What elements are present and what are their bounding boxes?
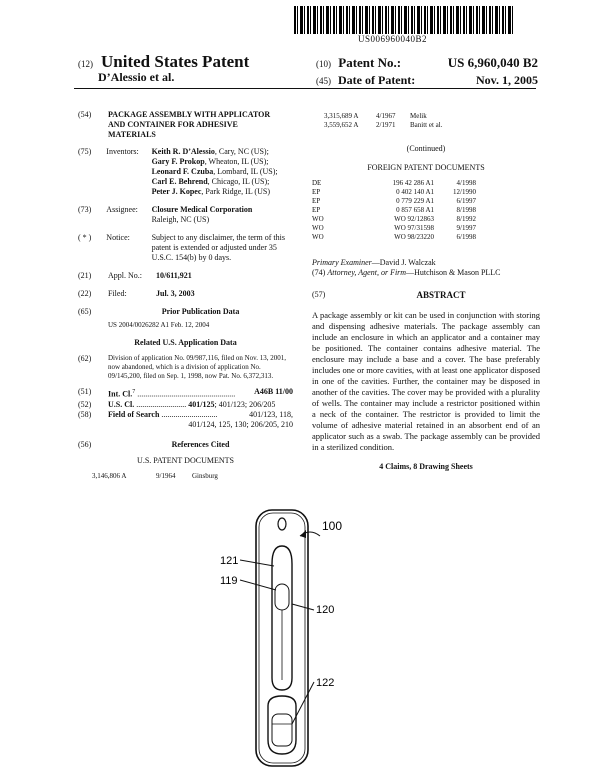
field-of-search: [108, 410, 293, 430]
field-54: [78, 110, 293, 140]
inventor-name: Peter J. Kopec: [151, 187, 202, 196]
doc-number: 196 42 286 A1: [392, 179, 434, 187]
doc-date: 12/1990: [453, 188, 476, 196]
country-code: EP: [312, 197, 321, 205]
notice-label: Notice:: [106, 233, 130, 242]
notice: [78, 233, 293, 263]
table-row: [324, 112, 446, 121]
field-of-search-dots: ............................: [159, 409, 218, 419]
us-docs-heading: U.S. PATENT DOCUMENTS: [137, 455, 234, 465]
field-21: [78, 271, 293, 281]
field-73: [78, 205, 293, 225]
inid-code-12: (12): [78, 59, 93, 69]
table-row: [312, 224, 476, 233]
table-row: [324, 121, 446, 130]
table-row: [312, 206, 476, 215]
doc-number: 3,559,652 A: [324, 121, 359, 129]
ref-label-122: 122: [316, 677, 335, 689]
abstract-text: A package assembly or kit can be used in conjunction with storing and dispensing adhesive materials. The package assembly can include an enclosure in which an applicator and a container may be positioned. The container contains adhesive material. The enclosure may include a base and a cover. The base preferably includes one or more cavities, with at least one applicator disposed in one of the cavities. Further, the container may be disposed in another of the cavities. The cover may be provided with a plurality of wells. The container may include a restrictor positioned within a neck of the container. The restrictor is provided to limit the volume of adhesive material retained in an absorbent end of an applicator such as a swab. The package assembly can be provided in a sterilized condition.: [312, 310, 540, 452]
inventor-location: , Cary, NC (US);: [214, 147, 269, 156]
inventor-location: , Chicago, IL (US);: [207, 177, 270, 186]
doc-number: 3,146,806 A: [92, 471, 127, 480]
doc-number: WO 97/31598: [394, 224, 434, 232]
inid-code: (21): [78, 271, 92, 280]
patent-date-line: [316, 73, 538, 88]
country-code: EP: [312, 206, 321, 214]
inventor-name: Keith R. D’Alessio: [151, 147, 215, 156]
ref-label-120: 120: [316, 604, 335, 616]
notice-text: Subject to any disclaimer, the term of this patent is extended or adjusted under 35 U.S.C. 154(b) by 0 days.: [151, 233, 285, 262]
us-cl-dots: .........................: [134, 399, 187, 409]
field-of-search-value2: 401/124, 125, 130; 206/205, 210: [188, 419, 293, 429]
patent-date-label: Date of Patent:: [338, 73, 416, 87]
patent-number-label: Patent No.:: [338, 55, 402, 70]
inid-code: (75): [78, 147, 92, 156]
doc-date: 4/1998: [456, 179, 476, 187]
int-cl-label: Int. Cl.: [108, 389, 133, 399]
inventor-entry: [152, 187, 293, 197]
table-row: [312, 197, 476, 206]
field-of-search-value1: 401/123, 118,: [249, 409, 293, 419]
continued-note: (Continued): [406, 144, 446, 153]
examiner-name: —David J. Walczak: [371, 258, 436, 267]
ref-label-119: 119: [220, 575, 238, 587]
doc-name: Banitt et al.: [410, 121, 443, 129]
field-of-search-line1: [108, 410, 293, 420]
doc-number: 0 857 658 A1: [396, 206, 434, 214]
primary-examiner: [312, 258, 540, 268]
inventors-label: Inventors:: [106, 147, 139, 156]
int-cl-line: [108, 387, 293, 400]
country-code: WO: [312, 224, 324, 232]
ref-label-121: 121: [220, 555, 239, 567]
table-row: [312, 188, 476, 197]
inventor-entry: [152, 147, 293, 157]
inid-code-57: (57): [312, 290, 326, 299]
field-75: [78, 147, 293, 197]
ref-label-100: 100: [322, 519, 343, 533]
field-of-search-label: Field of Search: [108, 409, 160, 419]
us-docs-table: [92, 472, 222, 481]
barcode-number: US006960040B2: [358, 34, 428, 44]
us-cl-value: 401/125: [188, 399, 215, 409]
inventor-entry: [152, 157, 293, 167]
us-cl-rest: ; 401/123; 206/205: [214, 399, 276, 409]
left-column: [78, 110, 293, 481]
inid-code-10: (10): [316, 59, 331, 69]
leader-121: [240, 560, 274, 566]
header-rule: [74, 88, 536, 89]
country-code: DE: [312, 179, 322, 187]
prior-publication-heading: Prior Publication Data: [161, 307, 240, 316]
field-65: [78, 307, 293, 317]
inid-code: (52): [78, 399, 92, 409]
doc-date: 6/1997: [456, 197, 476, 205]
doc-date: 8/1992: [456, 215, 476, 223]
division-text: Division of application No. 09/987,116, filed on Nov. 13, 2001, now abandoned, which is a division of application No. 09/145,200, filed on Sep. 1, 1998, now Pat. No. 6,372,313.: [108, 354, 286, 380]
inid-code: (73): [78, 205, 92, 214]
doc-date: 9/1964: [156, 471, 176, 480]
doc-date: 2/1971: [376, 121, 396, 129]
field-62: [78, 354, 293, 381]
inid-code: (54): [78, 110, 92, 119]
foreign-docs-heading: FOREIGN PATENT DOCUMENTS: [367, 163, 485, 172]
assignee: [152, 205, 293, 225]
claims-sheets: 4 Claims, 8 Drawing Sheets: [379, 462, 473, 471]
inid-code: (56): [78, 439, 92, 449]
inventor-location: , Lombard, IL (US);: [213, 167, 278, 176]
inventors-list: [152, 147, 293, 197]
right-column: [312, 112, 540, 472]
inventor-location: , Wheaton, IL (US);: [204, 157, 269, 166]
inventor-name: Leonard F. Czuba: [151, 167, 214, 176]
assignee-label: Assignee:: [106, 205, 138, 214]
inid-code: (65): [78, 307, 92, 316]
patent-number: US 6,960,040 B2: [447, 55, 538, 70]
country-code: EP: [312, 188, 321, 196]
foreign-docs-table: [312, 179, 476, 242]
inventors-short: D’Alessio et al.: [98, 70, 175, 84]
inventor-location: , Park Ridge, IL (US): [201, 187, 270, 196]
table-row: [92, 472, 222, 481]
inid-code: ( * ): [78, 233, 92, 242]
patent-number-line: [316, 55, 538, 71]
abstract-heading: ABSTRACT: [416, 290, 466, 300]
assignee-name: Closure Medical Corporation: [151, 205, 253, 214]
doc-number: WO 92/12863: [394, 215, 434, 223]
appl-no: 10/611,921: [156, 271, 192, 280]
doc-date: 4/1967: [376, 112, 396, 120]
examiner-label: Primary Examiner: [312, 258, 372, 267]
references-heading: References Cited: [171, 439, 230, 449]
inventor-entry: [152, 167, 293, 177]
us-cl-label: U.S. Cl.: [108, 399, 135, 409]
field-52: [78, 400, 293, 410]
inventor-entry: [152, 177, 293, 187]
arrow-100: [300, 530, 306, 538]
filed-label: Filed:: [108, 289, 127, 298]
inid-code: (51): [78, 387, 92, 396]
inid-code-74: (74): [312, 268, 326, 277]
doc-date: 8/1998: [456, 206, 476, 214]
inid-code: (22): [78, 289, 92, 298]
attorney-line: [312, 268, 540, 278]
adhesive-container: [272, 714, 292, 746]
country-code: WO: [312, 215, 324, 223]
invention-title: PACKAGE ASSEMBLY WITH APPLICATOR AND CONTAINER FOR ADHESIVE MATERIALS: [108, 110, 271, 139]
doc-name: Ginsburg: [192, 471, 218, 480]
patent-drawing: [200, 500, 400, 768]
doc-name: Melik: [410, 112, 427, 120]
inid-code-45: (45): [316, 76, 331, 86]
doc-date: 6/1998: [456, 233, 476, 241]
doc-number: 0 402 140 A1: [396, 188, 434, 196]
hang-hole: [278, 518, 286, 530]
header-left: [78, 52, 249, 72]
doc-number: WO 98/23220: [394, 233, 434, 241]
inid-code: (58): [78, 409, 92, 419]
doc-date: 9/1997: [456, 224, 476, 232]
field-22: [78, 289, 293, 299]
attorney-label: Attorney, Agent, or Firm: [327, 268, 407, 277]
table-row: [312, 179, 476, 188]
country-code: WO: [312, 233, 324, 241]
int-cl-dots: .................................................: [135, 389, 236, 399]
doc-number: 0 779 229 A1: [396, 197, 434, 205]
us-docs-cont-table: [324, 112, 446, 130]
inventor-name: Carl E. Behrend: [151, 177, 208, 186]
us-cl-line: [108, 400, 293, 410]
document-title: United States Patent: [101, 52, 250, 71]
int-cl-sup: 7: [132, 389, 136, 395]
patent-date: Nov. 1, 2005: [475, 73, 538, 87]
inid-code: (62): [78, 354, 92, 363]
inventor-name: Gary F. Prokop: [151, 157, 205, 166]
applicator-swab: [275, 584, 289, 610]
table-row: [312, 233, 476, 242]
leader-120: [292, 604, 314, 610]
appl-no-label: Appl. No.:: [108, 271, 142, 280]
leader-119: [240, 580, 276, 590]
table-row: [312, 215, 476, 224]
doc-number: 3,315,689 A: [324, 112, 359, 120]
related-application-heading: Related U.S. Application Data: [134, 338, 237, 347]
filed-date: Jul. 3, 2003: [156, 289, 195, 298]
field-56: [78, 440, 293, 450]
int-cl-value: A46B 11/00: [254, 387, 293, 396]
field-51: [78, 387, 293, 400]
attorney-name: —Hutchison & Mason PLLC: [406, 268, 501, 277]
barcode: [294, 6, 515, 34]
assignee-location: Raleigh, NC (US): [151, 215, 210, 224]
field-58: [78, 410, 293, 430]
prior-publication-data: US 2004/0026282 A1 Feb. 12, 2004: [108, 321, 210, 329]
abstract-heading-row: [312, 290, 540, 300]
